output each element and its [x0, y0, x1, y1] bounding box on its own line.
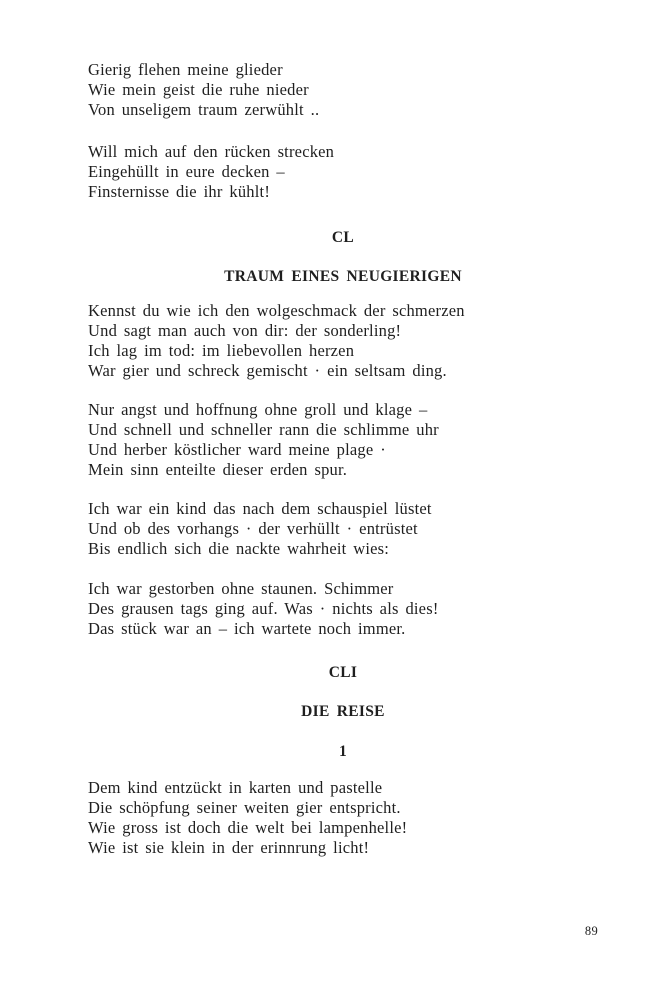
poem-line: Das stück war an – ich wartete noch immer.: [88, 619, 406, 638]
poem-line: Ich war ein kind das nach dem schauspiel lüstet: [88, 499, 432, 518]
section-heading: CLI: [328, 664, 358, 681]
text-column: [88, 0, 598, 990]
poem-line: Und sagt man auch von dir: der sonderling!: [88, 321, 402, 340]
poem-line: Wie ist sie klein in der erinnrung licht!: [88, 838, 370, 857]
poem-line: Ich lag im tod: im liebevollen herzen: [88, 341, 355, 360]
poem-line: Mein sinn enteilte dieser erden spur.: [88, 460, 348, 479]
section-heading: TRAUM EINES NEUGIERIGEN: [224, 268, 462, 285]
poem-line: Und ob des vorhangs · der verhüllt · entrüstet: [88, 519, 418, 538]
poem-line: Kennst du wie ich den wolgeschmack der schmerzen: [88, 301, 465, 320]
poem-stanza: [88, 60, 598, 120]
poem-line: Ich war gestorben ohne staunen. Schimmer: [88, 579, 394, 598]
poem-stanza: [88, 499, 598, 559]
poem-line: Wie mein geist die ruhe nieder: [88, 80, 309, 99]
poem-stanza: [88, 778, 598, 858]
poem-line: Nur angst und hoffnung ohne groll und klage –: [88, 400, 428, 419]
poem-stanza: [88, 301, 598, 381]
poem-line: Gierig flehen meine glieder: [88, 60, 283, 79]
poem-stanza: [88, 400, 598, 480]
section-heading: CL: [331, 229, 355, 246]
poem-line: Von unseligem traum zerwühlt ..: [88, 100, 320, 119]
section-heading: 1: [338, 743, 348, 760]
page-number: 89: [584, 924, 598, 938]
poem-line: Eingehüllt in eure decken –: [88, 162, 285, 181]
poem-line: Wie gross ist doch die welt bei lampenhelle!: [88, 818, 408, 837]
poem-line: Die schöpfung seiner weiten gier entspricht.: [88, 798, 401, 817]
poem-line: Des grausen tags ging auf. Was · nichts als dies!: [88, 599, 439, 618]
poem-line: Will mich auf den rücken strecken: [88, 142, 335, 161]
section-heading: DIE REISE: [301, 703, 385, 720]
poem-line: Finsternisse die ihr kühlt!: [88, 182, 271, 201]
poem-line: Dem kind entzückt in karten und pastelle: [88, 778, 383, 797]
poem-line: Und herber köstlicher ward meine plage ·: [88, 440, 386, 459]
poem-stanza: [88, 579, 598, 639]
poem-line: Und schnell und schneller rann die schlimme uhr: [88, 420, 439, 439]
poem-stanza: [88, 142, 598, 202]
poem-line: War gier und schreck gemischt · ein seltsam ding.: [88, 361, 447, 380]
poem-line: Bis endlich sich die nackte wahrheit wies:: [88, 539, 390, 558]
